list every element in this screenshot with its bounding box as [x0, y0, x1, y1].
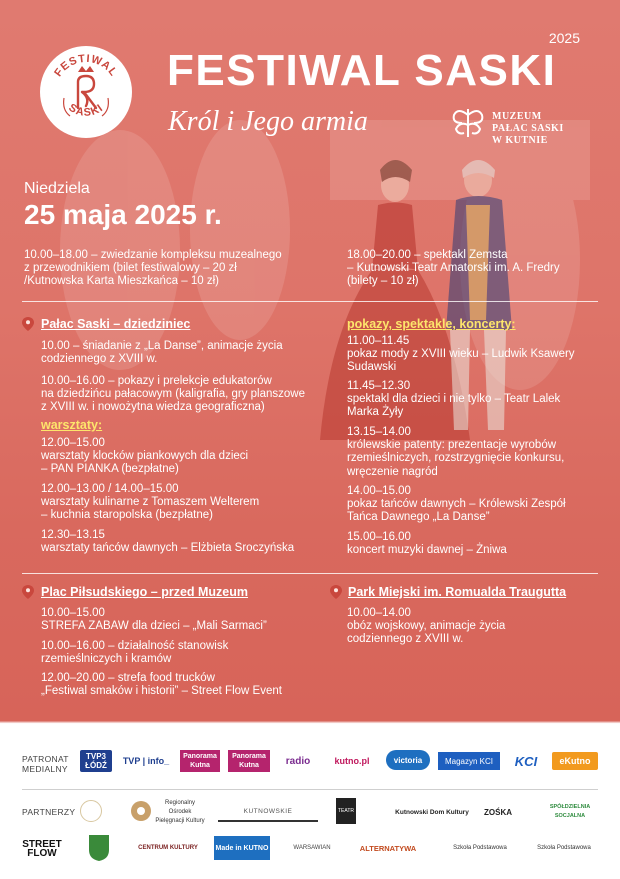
location-pin-icon — [22, 317, 34, 331]
logo-bottom-text: SASKI — [66, 101, 106, 119]
media-logo-ekutno: eKutno — [552, 752, 598, 770]
partner-kutnowskie: KUTNOWSKIE — [218, 802, 318, 822]
media-logo-kutnopl: kutno.pl — [334, 755, 370, 766]
partner-teatr: TEATR — [336, 798, 356, 824]
patronat-label: PATRONAT MEDIALNY — [22, 754, 69, 774]
partnerzy-label: PARTNERZY — [22, 807, 76, 817]
palac-item-2: 10.00–16.00 – pokazy i prelekcje edukatorów na dziedzińcu pałacowym (kaligrafia, gry planszowe z XVIII w. i nowożytna wiedza geograficzna) — [41, 375, 305, 414]
sponsors-divider — [22, 789, 598, 790]
plac-item-3: 12.00–20.00 – strefa food trucków „Festiwal smaków i historii” – Street Flow Event — [41, 672, 282, 698]
logo-top-text: FESTIWAL — [52, 52, 120, 80]
media-logo-tvpinfo: TVP | info_ — [122, 755, 170, 766]
location-pin-icon — [330, 585, 342, 599]
warsztaty-label: warsztaty: — [41, 418, 103, 432]
partner-seal-icon — [80, 800, 102, 822]
museum-line-1: MUZEUM — [492, 111, 542, 122]
museum-logo — [448, 103, 588, 147]
museum-line-2: PAŁAC SASKI — [492, 123, 564, 134]
partner-centrum: CENTRUM KULTURY — [138, 844, 198, 851]
partner-alternatywa: ALTERNATYWA — [359, 843, 417, 853]
plac-item-2: 10.00–16.00 – działalność stanowisk rzemieślniczych i kramów — [41, 640, 229, 666]
event-day: Niedziela — [24, 180, 90, 197]
media-logo-panorama-1: Panorama Kutna — [180, 750, 220, 772]
pokazy-item-4: 14.00–15.00 pokaz tańców dawnych – Królewski Zespół Tańca Dawnego „La Danse” — [347, 485, 566, 524]
palac-heading: Pałac Saski – dziedziniec — [41, 317, 191, 331]
media-logo-kci: KCI — [514, 753, 538, 769]
event-date: 25 maja 2025 r. — [24, 199, 222, 230]
pokazy-item-2: 11.45–12.30 spektakl dla dzieci i nie tylko – Teatr Lalek Marka Żyły — [347, 380, 561, 419]
year: 2025 — [548, 30, 580, 46]
partner-streetflow: STREET FLOW — [22, 839, 62, 859]
sponsors-section — [0, 724, 620, 879]
location-pin-icon — [22, 585, 34, 599]
intro-right: 18.00–20.00 – spektakl Zemsta – Kutnowski Teatr Amatorski im. A. Fredry (bilety – 10 zł) — [347, 249, 560, 288]
partner-crest-icon — [88, 834, 110, 862]
pokazy-item-1: 11.00–11.45 pokaz mody z XVIII wieku – Ludwik Ksawery Sudawski — [347, 335, 575, 374]
park-heading: Park Miejski im. Romualda Traugutta — [348, 585, 567, 599]
pokazy-item-5: 15.00–16.00 koncert muzyki dawnej – Żniwa — [347, 531, 507, 557]
warsztaty-item-2: 12.00–13.00 / 14.00–15.00 warsztaty kulinarne z Tomaszem Welterem – kuchnia staropolska (bezpłatne) — [41, 483, 260, 522]
pokazy-heading: pokazy, spektakle, koncerty: — [347, 317, 516, 331]
media-logo-panorama-2: Panorama Kutna — [228, 750, 270, 772]
palac-item-1: 10.00 – śniadanie z „La Danse”, animacje życia codziennego z XVIII w. — [41, 340, 283, 366]
warsztaty-item-3: 12.30–13.15 warsztaty tańców dawnych – Elżbieta Sroczyńska — [41, 529, 295, 555]
media-logo-radio: radio — [285, 755, 311, 767]
divider-top — [22, 301, 598, 302]
partner-spoldzielnia: SPÓŁDZIELNIA SOCJALNA — [549, 804, 591, 819]
partner-kdk: Kutnowski Dom Kultury — [395, 808, 469, 816]
museum-line-3: W KUTNIE — [492, 135, 548, 146]
plac-item-1: 10.00–15.00 STREFA ZABAW dla dzieci – „Mali Sarmaci” — [41, 607, 267, 633]
partner-szkola-2: Szkoła Podstawowa — [537, 844, 591, 851]
festival-subtitle: Król i Jego armia — [168, 106, 368, 137]
media-logo-tvp3: TVP3 ŁÓDŹ — [80, 750, 112, 772]
media-logo-victoria: victoria — [386, 750, 430, 770]
divider-middle — [22, 573, 598, 574]
partner-ropk: Regionalny Ośrodek Pielęgnacji Kultury — [155, 799, 205, 824]
partner-wheel-icon — [130, 800, 152, 822]
festival-logo — [40, 46, 132, 138]
media-logo-magazyn: Magazyn KCI — [438, 752, 500, 770]
partner-zoska: ZOŚKA — [484, 807, 512, 817]
festival-title: FESTIWAL SASKI — [167, 46, 557, 95]
museum-emblem-icon — [448, 103, 488, 143]
intro-left: 10.00–18.00 – zwiedzanie kompleksu muzealnego z przewodnikiem (bilet festiwalowy – 20 zł /Kutnowska Karta Mieszkańca – 10 zł) — [24, 249, 282, 288]
warsztaty-item-1: 12.00–15.00 warsztaty klocków piankowych dla dzieci – PAN PIANKA (bezpłatne) — [41, 437, 249, 476]
partner-warsawian: WARSAWIAN — [293, 844, 331, 851]
partner-szkola-1: Szkoła Podstawowa — [453, 844, 507, 851]
partner-madeinkutno: Made in KUTNO — [214, 836, 270, 860]
pokazy-item-3: 13.15–14.00 królewskie patenty: prezentacje wyrobów rzemieślniczych, rozstrzygnięcie konkursu, wręczenie nagród — [347, 426, 565, 478]
park-item-1: 10.00–14.00 obóz wojskowy, animacje życia codziennego z XVIII w. — [347, 607, 506, 646]
plac-heading: Plac Piłsudskiego – przed Muzeum — [41, 585, 249, 599]
